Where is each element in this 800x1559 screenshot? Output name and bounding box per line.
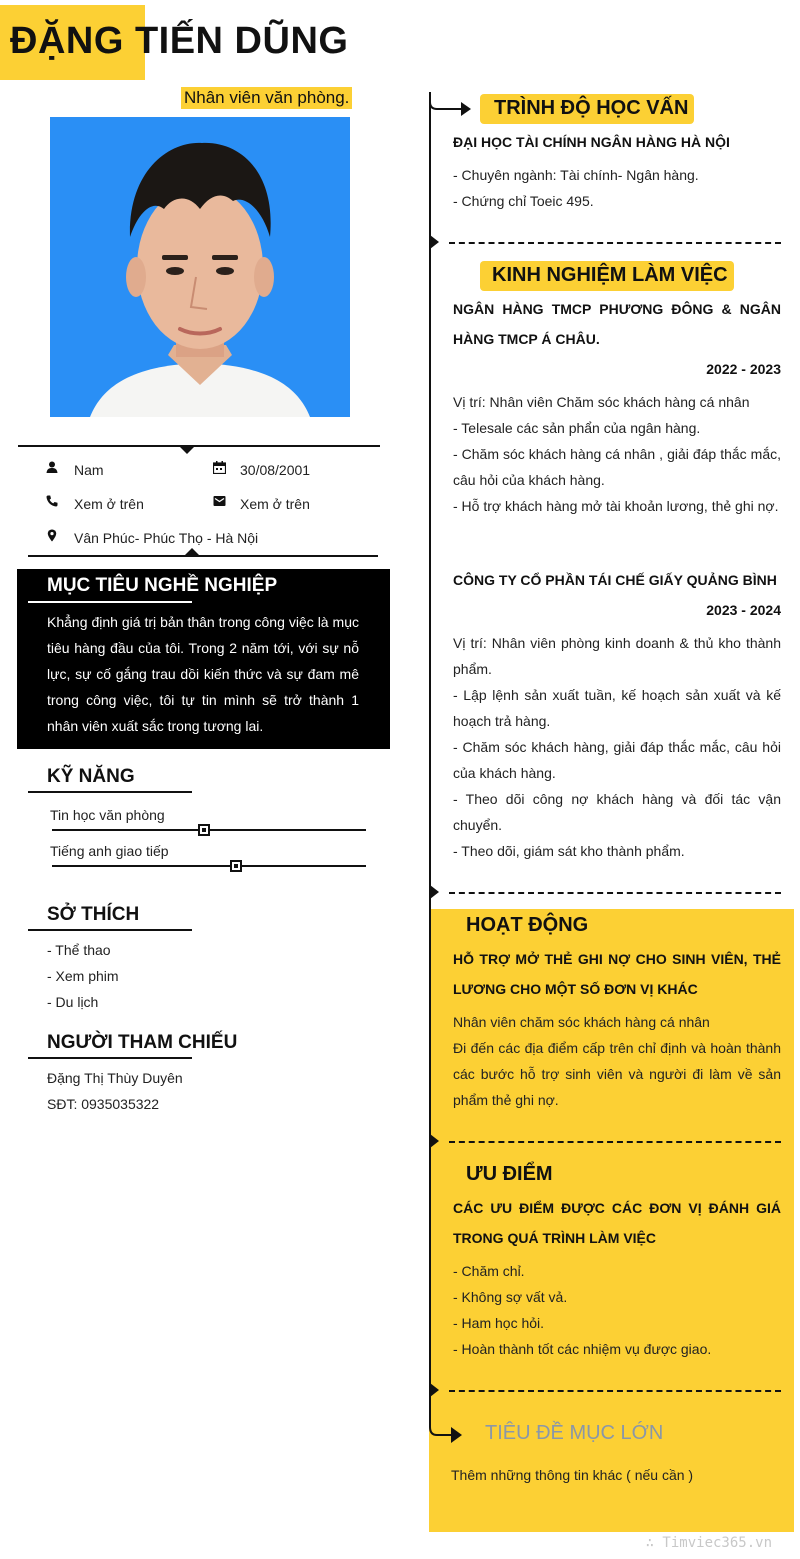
reference-name: Đặng Thị Thùy Duyên [47,1070,183,1086]
reference-phone: SĐT: 0935035322 [47,1096,160,1112]
education-detail: - Chứng chỉ Toeic 495. [453,193,594,209]
address-value: Vân Phúc- Phúc Thọ - Hà Nội [74,530,259,546]
info-bottom-divider [28,555,378,557]
hobby-item: - Xem phim [47,968,119,984]
candidate-name: ĐẶNG TIẾN DŨNG [10,20,349,62]
job-company: CÔNG TY CỔ PHẦN TÁI CHẾ GIẤY QUẢNG BÌNH [453,572,777,588]
activities-title: HOẠT ĐỘNG [466,914,589,936]
experience-title: KINH NGHIỆM LÀM VIỆC [492,264,728,286]
hobbies-title: SỞ THÍCH [47,904,140,925]
job-details: Vị trí: Nhân viên phòng kinh doanh & thủ kho thành phẩm. - Lập lệnh sản xuất tuần, kế hoạch sản xuất và kế hoạch trả hàng. - Chăm sóc khách hàng, giải đáp thắc mắc, câu hỏi của khách hàng. - Theo dõi công nợ khách hàng và đối tác vận chuyển. - Theo dõi, giám sát kho thành phẩm. [453,635,781,859]
hobby-item: - Thể thao [47,942,111,958]
section-divider [449,242,781,244]
hobbies-underline [28,929,192,931]
location-icon [45,529,59,545]
extra-section-title: TIÊU ĐỀ MỤC LỚN [485,1422,664,1444]
section-divider [449,892,781,894]
avatar [50,117,350,417]
skills-underline [28,791,192,793]
divider-arrow-down [179,446,195,454]
strengths-details: - Chăm chỉ. - Không sợ vất vả. - Ham học hỏi. - Hoàn thành tốt các nhiệm vụ được giao. [453,1263,712,1357]
activities-heading: HỖ TRỢ MỞ THẺ GHI NỢ CHO SINH VIÊN, THẺ LƯƠNG CHO MỘT SỐ ĐƠN VỊ KHÁC [453,951,781,997]
education-title: TRÌNH ĐỘ HỌC VẤN [494,97,689,119]
phone-value: Xem ở trên [74,496,144,512]
timeline-marker-icon [430,885,439,899]
career-goal-text: Khẳng định giá trị bản thân trong công việc là mục tiêu hàng đầu của tôi. Trong 2 năm tới, với sự nỗ lực, sự cố gắng trau dồi kiến thức và sự đam mê trong công việc, tôi tự tin mình sẽ trở thành 1 nhân viên xuất sắc trong tương lai. [47,614,359,734]
job-period: 2022 - 2023 [706,361,781,377]
skill-label: Tiếng anh giao tiếp [50,843,169,859]
references-title: NGƯỜI THAM CHIẾU [47,1032,238,1053]
timeline-marker-icon [430,235,439,249]
hobby-item: - Du lịch [47,994,99,1010]
strengths-heading: CÁC ƯU ĐIỂM ĐƯỢC CÁC ĐƠN VỊ ĐÁNH GIÁ TRONG QUÁ TRÌNH LÀM VIỆC [453,1200,781,1246]
references-underline [28,1057,192,1059]
portrait-illustration [50,117,350,417]
timeline-marker-icon [430,1134,439,1148]
skills-title: KỸ NĂNG [47,766,135,787]
career-goal-title: MỤC TIÊU NGHỀ NGHIỆP [47,575,278,596]
info-top-divider [18,445,380,447]
timeline-end-arrow-icon [429,1410,465,1450]
skill-level-marker [198,824,210,836]
phone-icon [45,495,59,510]
strengths-title: ƯU ĐIỂM [466,1163,553,1185]
calendar-icon [212,461,226,477]
job-title: Nhân viên văn phòng. [181,87,352,109]
skill-bar [52,865,366,867]
skill-level-marker [230,860,242,872]
section-divider [449,1390,781,1392]
user-icon [45,461,59,476]
email-icon [212,495,226,510]
timeline-start-arrow-icon [429,92,473,122]
activities-details: Nhân viên chăm sóc khách hàng cá nhân Đi đến các địa điểm cấp trên chỉ định và hoàn thành các bước hỗ trợ sinh viên và người đi làm về sản phẩm thẻ ghi nợ. [453,1014,781,1108]
job-period: 2023 - 2024 [706,602,781,618]
timeline-marker-icon [430,1383,439,1397]
career-goal-underline [28,601,192,603]
extra-section-text: Thêm những thông tin khác ( nếu cần ) [451,1467,694,1483]
skill-label: Tin học văn phòng [50,807,165,823]
job-company: NGÂN HÀNG TMCP PHƯƠNG ĐÔNG & NGÂN HÀNG TMCP Á CHÂU. [453,301,781,347]
birthday-value: 30/08/2001 [240,462,311,478]
education-detail: - Chuyên ngành: Tài chính- Ngân hàng. [453,167,699,183]
section-divider [449,1141,781,1143]
timeline-line [429,92,431,1417]
gender-value: Nam [74,462,104,478]
education-school: ĐẠI HỌC TÀI CHÍNH NGÂN HÀNG HÀ NỘI [453,134,730,150]
email-value: Xem ở trên [240,496,310,512]
job-details: Vị trí: Nhân viên Chăm sóc khách hàng cá nhân - Telesale các sản phẩn của ngân hàng. - Chăm sóc khách hàng cá nhân , giải đáp thắc mắc, câu hỏi của khách hàng. - Hỗ trợ khách hàng mở tài khoản lương, thẻ ghi nợ. [453,394,781,514]
watermark: ∴ Timviec365.vn [645,1535,772,1551]
